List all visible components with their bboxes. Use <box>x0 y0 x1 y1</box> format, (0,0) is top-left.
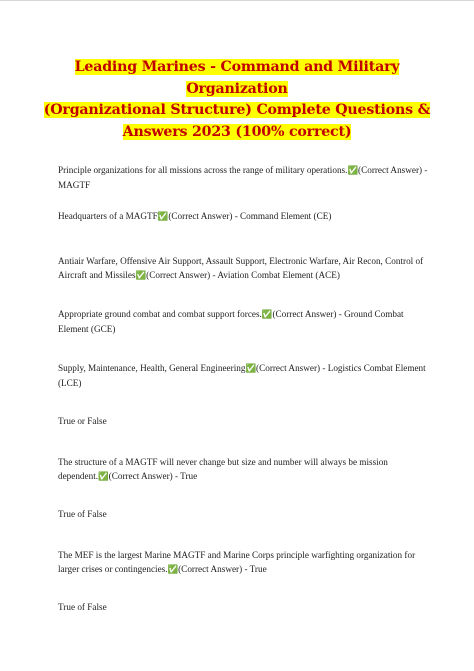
title-line-3: Answers 2023 (100% correct) <box>122 123 352 140</box>
question-text: Antiair Warfare, Offensive Air Support, Assault Support, Electronic Warfare, Air Recon, Control of Aircraft and Missiles <box>58 256 424 280</box>
check-icon: ✅ <box>245 364 257 374</box>
check-icon: ✅ <box>347 166 359 176</box>
qa-item-10 <box>58 601 428 615</box>
title-line-2: (Organizational Structure) Complete Questions & <box>43 102 431 118</box>
answer-text: (Correct Answer) - Aviation Combat Element (ACE) <box>146 269 340 280</box>
check-icon: ✅ <box>135 270 147 281</box>
check-icon: ✅ <box>261 310 273 320</box>
answer-text: (Correct Answer) - Command Element (CE) <box>168 211 332 221</box>
document-title <box>40 56 434 142</box>
question-text: The structure of a MAGTF will never change but size and number will always be mission dependent. <box>58 457 388 481</box>
question-text: Headquarters of a MAGTF <box>58 211 158 221</box>
answer-text: (Correct Answer) - MAGTF <box>58 165 428 190</box>
check-icon: ✅ <box>167 564 179 575</box>
check-icon: ✅ <box>157 212 169 222</box>
qa-item-4 <box>58 308 428 336</box>
question-text: The MEF is the largest Marine MAGTF and Marine Corps principle warfighting organization for larger crises or contingencies. <box>58 550 416 574</box>
qa-item-1 <box>58 164 428 192</box>
question-text: Appropriate ground combat and combat support forces. <box>58 309 262 319</box>
question-text: Principle organizations for all missions across the range of military operations. <box>58 165 348 175</box>
title-line-1: Leading Marines - Command and Military Organization <box>74 59 400 97</box>
answer-text: (Correct Answer) - True <box>178 563 267 574</box>
qa-item-7 <box>58 456 428 484</box>
question-text: Supply, Maintenance, Health, General Engineering <box>58 363 246 373</box>
question-text: True of False <box>58 602 107 612</box>
answer-text: (Correct Answer) - Ground Combat Element (GCE) <box>58 309 404 334</box>
answer-text: (Correct Answer) - True <box>108 470 198 481</box>
answer-text: (Correct Answer) - Logistics Combat Element (LCE) <box>58 363 426 388</box>
qa-item-9 <box>58 549 428 577</box>
question-text: True or False <box>58 416 107 426</box>
qa-item-8 <box>58 508 428 522</box>
qa-item-5 <box>58 362 428 390</box>
qa-item-3 <box>58 255 428 283</box>
qa-item-2 <box>58 210 428 225</box>
check-icon: ✅ <box>98 471 109 482</box>
qa-item-6 <box>58 415 428 429</box>
question-text: True of False <box>58 509 107 519</box>
